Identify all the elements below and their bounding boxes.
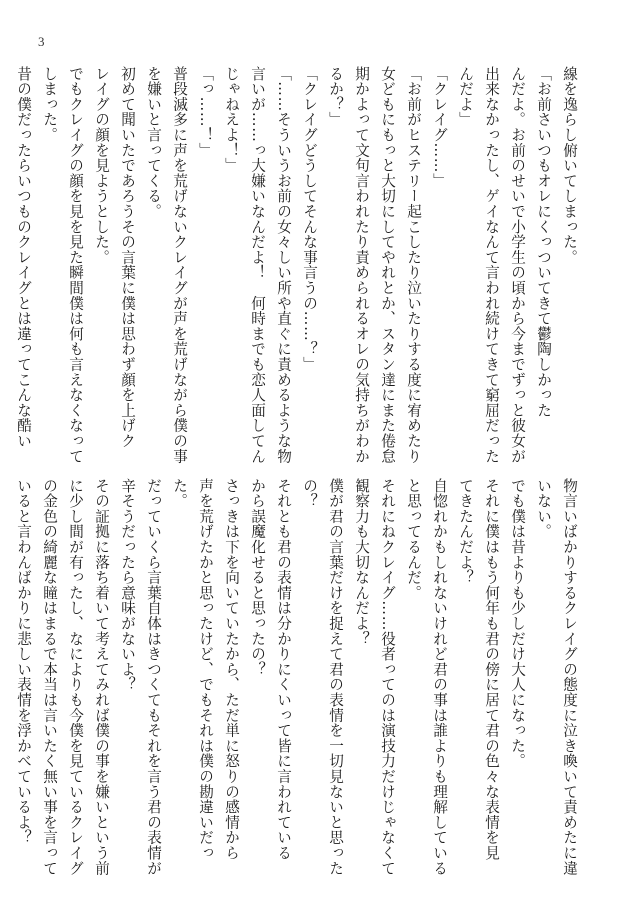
text-line: た。 bbox=[171, 478, 188, 509]
text-line: それとも君の表情は分かりにくいって皆に言われている bbox=[275, 478, 292, 861]
text-line: から誤魔化せると思ったの？ bbox=[249, 478, 266, 677]
text-line: さっきは下を向いていたから、ただ単に怒りの感情から bbox=[223, 478, 240, 861]
text-line: 「……そういうお前の女々しい所や直ぐに責めるような物 bbox=[275, 66, 292, 464]
text-line: 期かよって文句言われたり責められるオレの気持ちがわか bbox=[353, 66, 370, 464]
text-line: 初めて聞いたであろうその言葉に僕は思わず顔を上げク bbox=[119, 66, 136, 449]
text-line: それに僕はもう何年も君の傍に居て君の色々な表情を見 bbox=[483, 478, 500, 861]
text-line: 観察力も大切なんだよ？ bbox=[353, 478, 370, 647]
text-line: 「クレイグ……」 bbox=[431, 66, 448, 189]
text-line: じゃねえよ！」 bbox=[223, 66, 240, 174]
text-line: それにねクレイグ……役者ってのは演技力だけじゃなくて bbox=[379, 478, 396, 876]
text-line: 「お前がヒステリー起こしたり泣いたりする度に宥めたり bbox=[405, 66, 422, 464]
text-line: 出来なかったし、ゲイなんて言われ続けてきて窮屈だった bbox=[483, 66, 500, 464]
text-line: 「っ……！」 bbox=[197, 66, 214, 158]
text-line: だっていくら言葉自体はきつくてもそれを言う君の表情が bbox=[145, 478, 162, 876]
text-line: の金色の綺麗な瞳はまるで本当は言いたく無い事を言って bbox=[41, 478, 58, 876]
text-line: 女どもにもっと大切にしてやれとか、スタン達にまた倦怠 bbox=[379, 66, 396, 464]
text-line: 線を逸らし俯いてしまった。 bbox=[561, 66, 578, 265]
text-line: 「お前さいつもオレにくっついてきて鬱陶しかった bbox=[535, 66, 552, 418]
text-line: てきたんだよ？ bbox=[457, 478, 474, 586]
text-line: しまった。 bbox=[41, 66, 58, 143]
text-line: を嫌いと言ってくる。 bbox=[145, 66, 162, 219]
text-line: 物言いばかりするクレイグの態度に泣き喚いて責めたに違 bbox=[561, 478, 578, 876]
text-line: 「クレイグどうしてそんな事言うの……？」 bbox=[301, 66, 318, 372]
lower-text-block bbox=[10, 478, 582, 876]
text-line: でもクレイグの顔を見を見た瞬間僕は何も言えなくなって bbox=[67, 66, 84, 464]
text-line: と思ってるんだ。 bbox=[405, 478, 422, 601]
text-line: 言いが……っ大嫌いなんだよ！ 何時までも恋人面してん bbox=[249, 66, 266, 464]
text-line: るか？」 bbox=[327, 66, 344, 128]
text-line: んだよ」 bbox=[457, 66, 474, 128]
text-line: いない。 bbox=[535, 478, 552, 540]
text-line: に少し間が有ったし、なによりも今僕を見ているクレイグ bbox=[67, 478, 84, 876]
text-line: いると言わんばかりに悲しい表情を浮かべているよ？ bbox=[15, 478, 32, 846]
page-number: 3 bbox=[38, 34, 45, 49]
upper-text-block bbox=[10, 66, 582, 464]
text-line: レイグの顔を見ようとした。 bbox=[93, 66, 110, 265]
text-line: 普段滅多に声を荒げないクレイグが声を荒げながら僕の事 bbox=[171, 66, 188, 464]
text-line: 昔の僕だったらいつものクレイグとは違ってこんな酷い bbox=[15, 66, 32, 449]
text-line: 声を荒げたかと思ったけど、でもそれは僕の勘違いだっ bbox=[197, 478, 214, 861]
text-line: んだよ。お前のせいで小学生の頃から今までずっと彼女が bbox=[509, 66, 526, 464]
text-line: 僕が君の言葉だけを捉えて君の表情を一切見ないと思った bbox=[327, 478, 344, 876]
text-line: 自惚れかもしれないけれど君の事は誰よりも理解している bbox=[431, 478, 448, 876]
text-line: の？ bbox=[301, 478, 318, 509]
text-line: その証拠に落ち着いて考えてみれば僕の事を嫌いという前 bbox=[93, 478, 110, 876]
text-line: でも僕は昔よりも少しだけ大人になった。 bbox=[509, 478, 526, 769]
text-line: 辛そうだったら意味がないよ？ bbox=[119, 478, 136, 693]
